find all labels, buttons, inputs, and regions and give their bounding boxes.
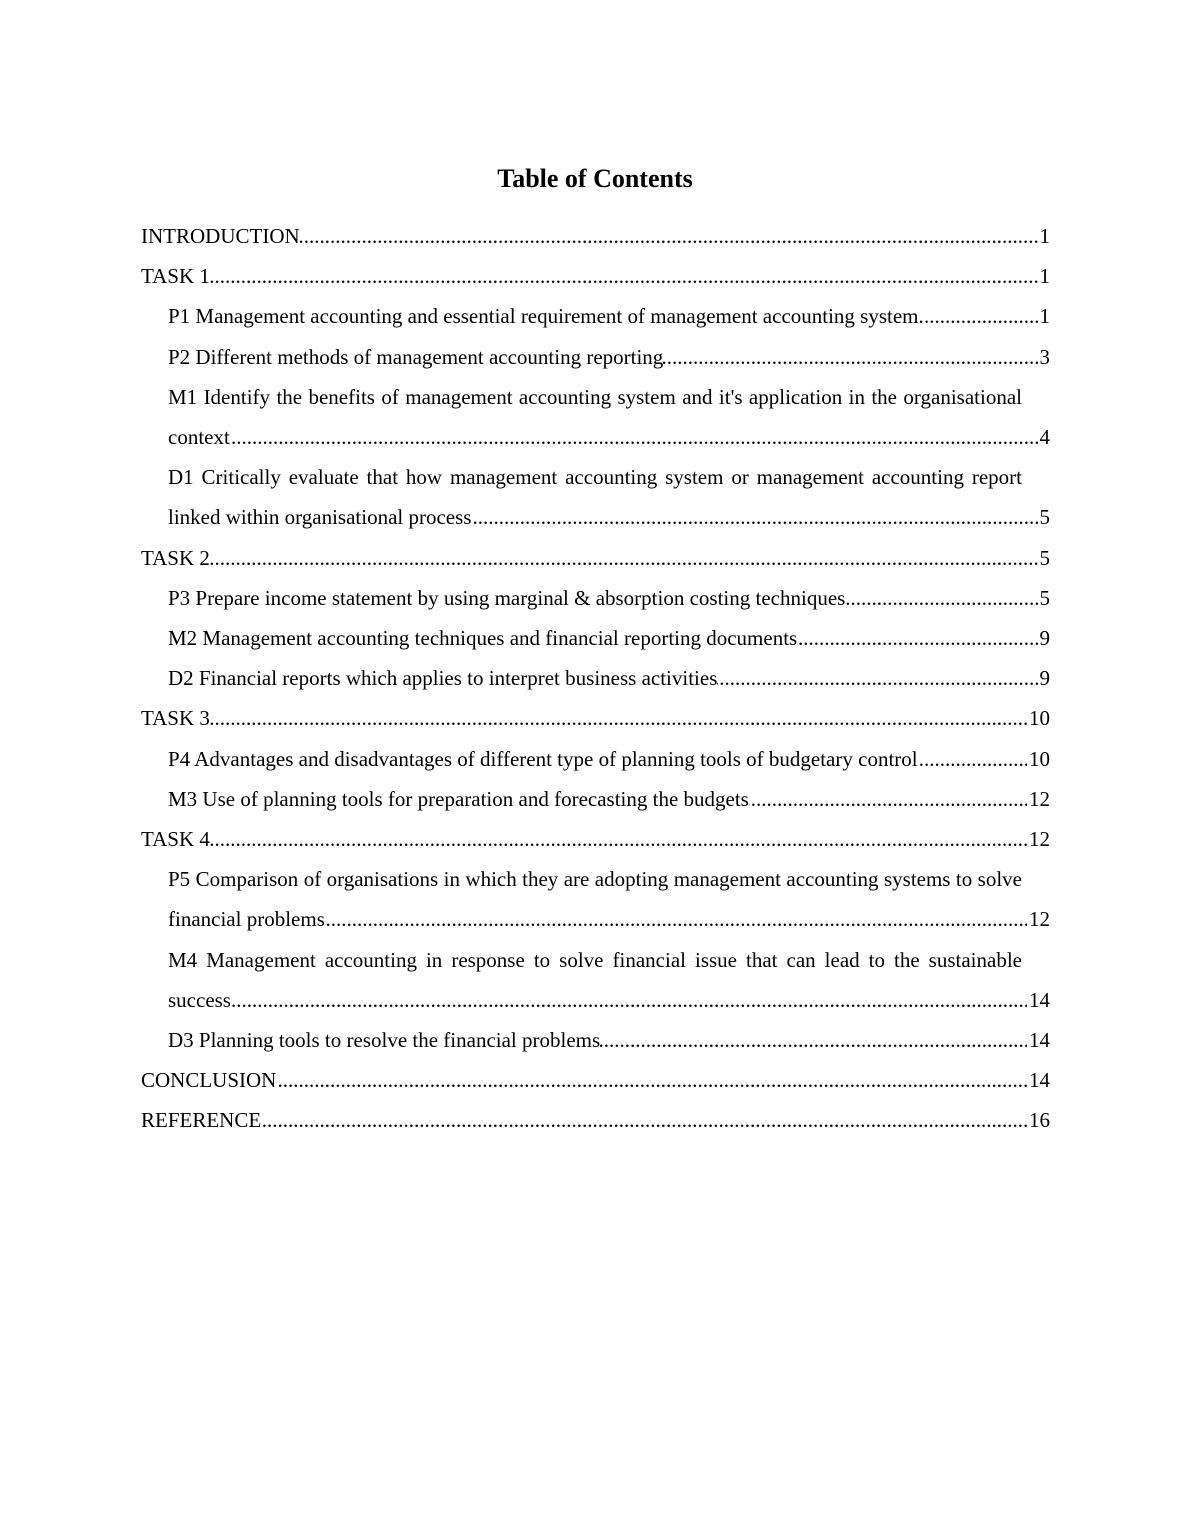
toc-entry[interactable] (141, 538, 1050, 578)
toc-entry-title: REFERENCE (141, 1108, 262, 1133)
toc-entry-page: 5 (1038, 497, 1051, 537)
toc-entry-title: TASK 1 (141, 264, 210, 289)
toc-list (141, 216, 1050, 1141)
toc-entry[interactable] (168, 457, 1050, 537)
toc-entry-title: P3 Prepare income statement by using marginal & absorption costing techniques (168, 585, 846, 610)
toc-entry-title: P5 Comparison of organisations in which they are adopting management accounting systems to solve financial problems (168, 867, 1022, 932)
toc-entry-page: 12 (1027, 779, 1050, 819)
toc-entry-page: 10 (1027, 739, 1050, 779)
toc-entry-page: 1 (1038, 216, 1051, 256)
toc-entry[interactable] (168, 337, 1050, 377)
toc-entry-title: M1 Identify the benefits of management accounting system and it's application in the organisational context (168, 384, 1022, 450)
toc-entry[interactable] (168, 1020, 1050, 1060)
toc-entry[interactable] (141, 216, 1050, 256)
toc-entry-page: 4 (1038, 417, 1051, 457)
toc-entry-title: TASK 4 (141, 827, 210, 852)
toc-entry[interactable] (141, 1060, 1050, 1100)
toc-entry-page: 3 (1038, 337, 1051, 377)
toc-entry[interactable] (168, 296, 1050, 336)
toc-entry-page: 14 (1027, 1060, 1050, 1100)
toc-entry[interactable] (141, 698, 1050, 738)
toc-entry-page: 14 (1027, 980, 1050, 1020)
toc-entry-page: 14 (1027, 1020, 1050, 1060)
toc-entry-page: 12 (1027, 819, 1050, 859)
toc-entry-title: D2 Financial reports which applies to interpret business activities (168, 666, 718, 691)
toc-entry-page: 9 (1038, 618, 1051, 658)
toc-entry[interactable] (168, 779, 1050, 819)
toc-entry-page: 9 (1038, 658, 1051, 698)
toc-entry[interactable] (141, 1100, 1050, 1140)
toc-entry-title: M3 Use of planning tools for preparation and forecasting the budgets (168, 786, 749, 811)
toc-entry-page: 5 (1038, 578, 1051, 618)
toc-entry[interactable] (141, 256, 1050, 296)
toc-title: Table of Contents (497, 164, 693, 193)
toc-entry-page: 1 (1038, 296, 1051, 336)
toc-entry-title: P1 Management accounting and essential requirement of management accounting system. (168, 304, 924, 329)
toc-entry-page: 10 (1027, 698, 1050, 738)
toc-entry-page: 5 (1038, 538, 1051, 578)
toc-entry-title: INTRODUCTION (141, 224, 300, 248)
toc-entry-title: CONCLUSION (141, 1068, 277, 1093)
toc-entry[interactable] (168, 658, 1050, 698)
toc-entry-title: M4 Management accounting in response to solve financial issue that can lead to the sustainable success (168, 947, 1022, 1012)
toc-entry[interactable] (141, 819, 1050, 859)
toc-entry-title: TASK 2 (141, 545, 210, 570)
toc-entry-page: 12 (1027, 899, 1050, 939)
toc-entry[interactable] (168, 377, 1050, 457)
toc-entry[interactable] (168, 940, 1050, 1020)
toc-entry-title: D3 Planning tools to resolve the financial problems (168, 1028, 601, 1053)
toc-entry-title: M2 Management accounting techniques and financial reporting documents (168, 626, 798, 651)
toc-entry-page: 1 (1038, 256, 1051, 296)
toc-entry-title: TASK 3 (141, 706, 210, 731)
toc-entry-page: 16 (1027, 1100, 1050, 1140)
toc-entry[interactable] (168, 859, 1050, 939)
toc-entry[interactable] (168, 739, 1050, 779)
toc-entry[interactable] (168, 618, 1050, 658)
toc-entry-title: D1 Critically evaluate that how management accounting system or management accounting report linked within organisational process (168, 465, 1022, 530)
toc-entry-title: P4 Advantages and disadvantages of different type of planning tools of budgetary control (168, 746, 918, 771)
toc-entry-title: P2 Different methods of management accounting reporting (168, 344, 664, 369)
toc-entry[interactable] (168, 578, 1050, 618)
